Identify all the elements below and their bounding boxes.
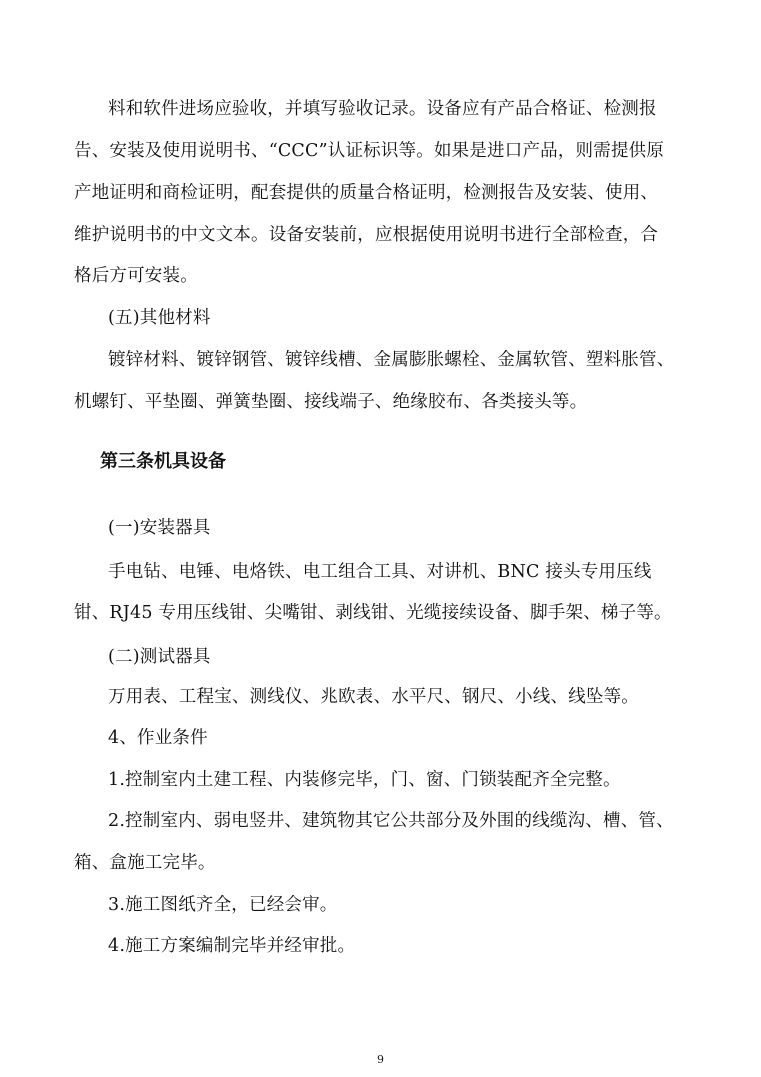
list-item: 2.控制室内、弱电竖井、建筑物其它公共部分及外围的线缆沟、槽、管、: [108, 811, 674, 831]
paragraph-line: 镀锌材料、镀锌钢管、镀锌线槽、金属膨胀螺栓、金属软管、塑料胀管、: [108, 350, 675, 370]
paragraph-line: 维护说明书的中文文本。设备安装前，应根据使用说明书进行全部检查，合: [74, 225, 659, 245]
list-item: 1.控制室内土建工程、内装修完毕，门、窗、门锁装配齐全完整。: [108, 770, 621, 790]
list-item: 4.施工方案编制完毕并经审批。: [108, 936, 356, 956]
paragraph-line: 告、安装及使用说明书、“CCC”认证标识等。如果是进口产品，则需提供原: [74, 141, 665, 161]
subsection-title-test-tools: (二)测试器具: [108, 647, 211, 667]
subsection-title-install-tools: (一)安装器具: [108, 518, 211, 538]
list-item-continuation: 箱、盒施工完毕。: [74, 853, 216, 873]
paragraph-line: 料和软件进场应验收，并填写验收记录。设备应有产品合格证、检测报: [108, 99, 657, 119]
paragraph-line: 万用表、工程宝、测线仪、兆欧表、水平尺、钢尺、小线、线坠等。: [108, 687, 639, 707]
paragraph-line: 钳、RJ45 专用压线钳、尖嘴钳、剥线钳、光缆接续设备、脚手架、梯子等。: [74, 603, 672, 623]
paragraph-line: 产地证明和商检证明，配套提供的质量合格证明，检测报告及安装、使用、: [74, 183, 659, 203]
paragraph-line: 手电钻、电锤、电烙铁、电工组合工具、对讲机、BNC 接头专用压线: [108, 562, 652, 582]
paragraph-line: 机螺钉、平垫圈、弹簧垫圈、接线端子、绝缘胶布、各类接头等。: [74, 392, 588, 412]
list-item: 3.施工图纸齐全，已经会审。: [108, 895, 338, 915]
subsection-title-work-conditions: 4、作业条件: [108, 728, 208, 748]
paragraph-line: 格后方可安装。: [74, 266, 198, 286]
section-heading: 第三条机具设备: [100, 451, 226, 472]
subsection-title-other-materials: (五)其他材料: [108, 308, 211, 328]
page-number: 9: [377, 1053, 384, 1066]
